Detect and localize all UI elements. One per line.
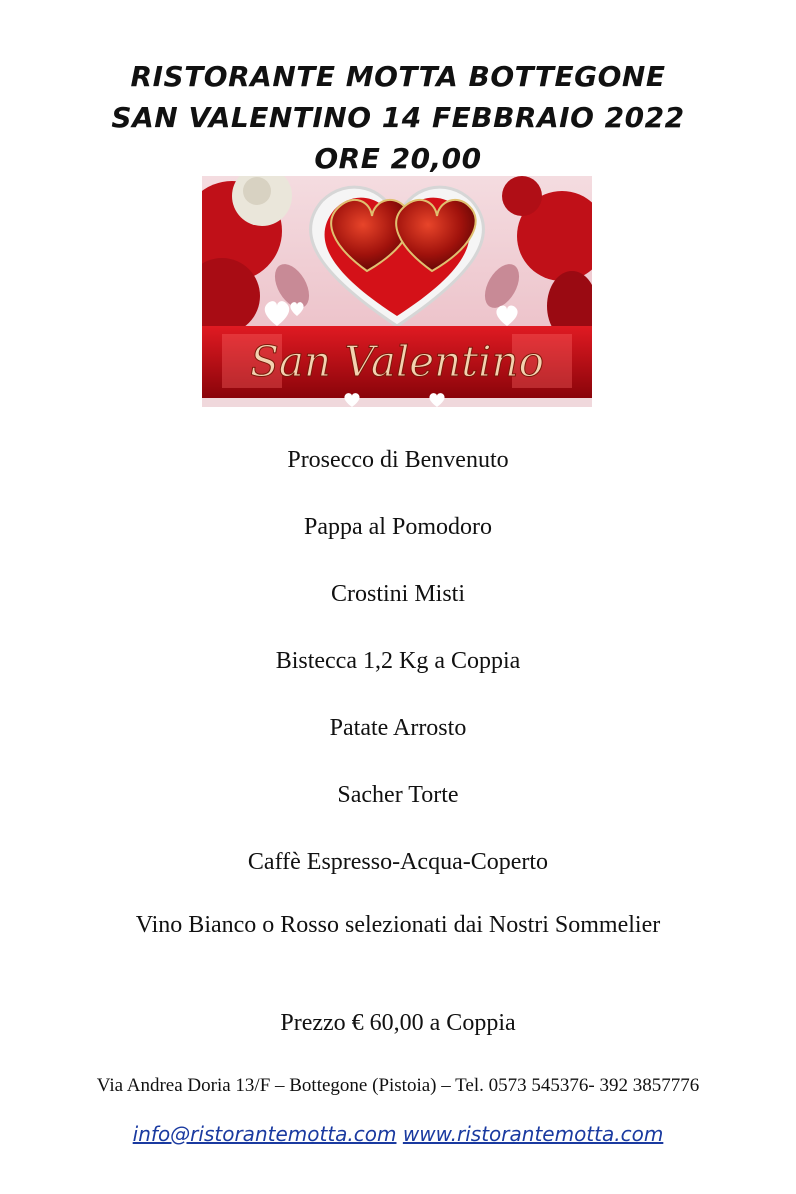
website-link[interactable]: www.ristorantemotta.com <box>402 1122 664 1146</box>
menu-item: Pappa al Pomodoro <box>304 514 492 540</box>
address: Via Andrea Doria 13/F – Bottegone (Pistoia) – Tel. 0573 545376- 392 3857776 <box>96 1075 700 1096</box>
menu-item: Patate Arrosto <box>329 715 467 741</box>
menu-item: Vino Bianco o Rosso selezionati dai Nostri Sommelier <box>135 912 661 938</box>
menu-item: Sacher Torte <box>337 782 459 808</box>
event-date: SAN VALENTINO 14 FEBBRAIO 2022 <box>111 101 685 134</box>
contact-links <box>0 1122 796 1146</box>
restaurant-name: RISTORANTE MOTTA BOTTEGONE <box>130 60 666 93</box>
event-time: ORE 20,00 <box>314 142 482 175</box>
menu-item: Crostini Misti <box>330 581 466 607</box>
price: Prezzo € 60,00 a Coppia <box>280 1010 516 1036</box>
menu-item: Caffè Espresso-Acqua-Coperto <box>247 849 549 875</box>
valentine-banner-image <box>202 176 592 407</box>
banner-text: San Valentino <box>250 337 544 386</box>
menu-item: Bistecca 1,2 Kg a Coppia <box>275 648 521 674</box>
menu-item: Prosecco di Benvenuto <box>287 447 509 473</box>
email-link[interactable]: info@ristorantemotta.com <box>132 1122 397 1146</box>
